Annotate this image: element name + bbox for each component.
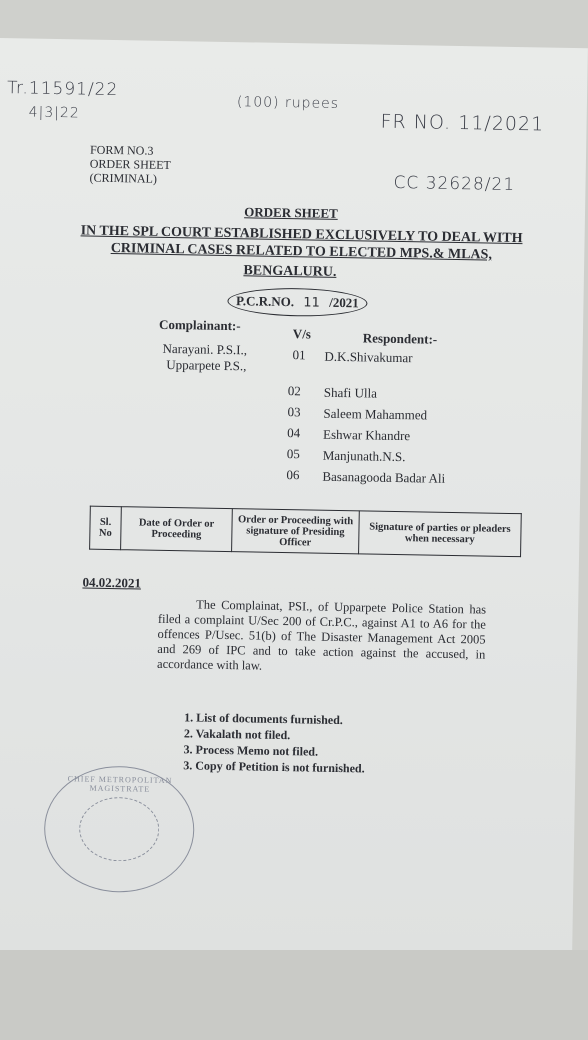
handwritten-tr-no: Tr.11591/22 <box>6 78 119 101</box>
checklist-item: 1. List of documents furnished. <box>184 710 343 728</box>
document-title: ORDER SHEET <box>244 204 338 221</box>
respondent-name: Eshwar Khandre <box>323 426 411 444</box>
form-number: FORM NO.3 <box>89 142 154 158</box>
document-checklist <box>183 709 365 776</box>
handwritten-fr-no: FR NO. 11/2021 <box>380 110 545 136</box>
versus-label: V/s <box>292 326 312 342</box>
pcr-label: P.C.R.NO. <box>235 293 295 310</box>
respondent-name: Basanagooda Badar Ali <box>322 468 446 486</box>
respondent-number: 05 <box>286 446 300 462</box>
respondent-number: 06 <box>286 467 300 483</box>
court-seal <box>43 765 195 894</box>
complainant-name: Narayani. P.S.I., <box>162 340 248 358</box>
respondent-name: Saleem Mahammed <box>323 405 428 423</box>
checklist-item: 3. Process Memo not filed. <box>183 742 319 759</box>
checklist-item: 3. Copy of Petition is not furnished. <box>183 758 365 776</box>
respondent-number: 02 <box>287 383 302 399</box>
column-signature: Signature of parties or pleaders when necessary <box>359 511 522 557</box>
column-order: Order or Proceeding with signature of Presiding Officer <box>232 509 360 554</box>
respondent-number: 04 <box>287 425 301 441</box>
court-name: IN THE SPL COURT ESTABLISHED EXCLUSIVELY TO DEAL WITH CRIMINAL CASES RELATED TO ELECTED MPS.& MLAS, <box>80 223 523 263</box>
form-type: ORDER SHEET <box>89 156 171 172</box>
handwritten-tr-date: 4|3|22 <box>28 104 80 122</box>
seal-text: CHIEF METROPOLITAN MAGISTRATE <box>67 774 173 794</box>
order-sheet-page <box>0 38 588 960</box>
order-text: The Complainat, PSI., of Upparpete Police Station has filed a complaint U/Sec 200 of Cr.P.C., against A1 to A6 for the offences P/Usec. 51(b) of The Disaster Management Act 2005 and 269 of IPC and to take action against the accused, in accordance with law. <box>156 597 487 673</box>
order-table-header <box>89 506 522 558</box>
order-date: 04.02.2021 <box>82 574 142 591</box>
handwritten-cc-no: CC 32628/21 <box>393 172 516 196</box>
column-serial-no: Sl. No <box>90 506 122 550</box>
respondent-name: D.K.Shivakumar <box>324 348 413 366</box>
pcr-year: /2021 <box>329 294 359 311</box>
handwritten-stamp-value: (100) rupees <box>236 94 340 112</box>
pcr-number <box>227 287 367 317</box>
background-surface <box>0 950 588 1040</box>
form-info <box>89 143 171 186</box>
respondent-name: Manjunath.N.S. <box>322 447 406 465</box>
respondent-name: Shafi Ulla <box>323 384 378 401</box>
complainant-label: Complainant:- <box>158 316 241 334</box>
respondent-number: 03 <box>287 404 301 420</box>
checklist-item: 2. Vakalath not filed. <box>183 726 291 743</box>
pcr-value: 11 <box>303 295 321 311</box>
column-date: Date of Order or Proceeding <box>121 507 233 552</box>
respondent-number: 01 <box>292 347 306 363</box>
respondent-label: Respondent:- <box>362 330 438 347</box>
seal-emblem <box>79 797 160 862</box>
form-category: (CRIMINAL) <box>89 170 158 186</box>
court-place: BENGALURU. <box>243 263 337 280</box>
complainant-station: Upparpete P.S., <box>166 356 247 374</box>
